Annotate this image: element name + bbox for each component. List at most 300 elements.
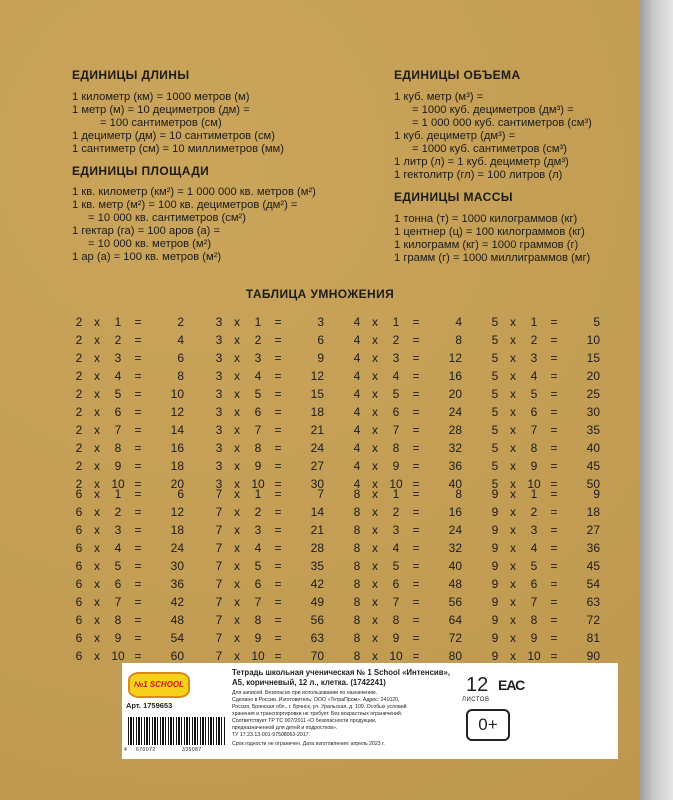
times-sign: x [234, 631, 240, 645]
product: 24 [170, 541, 184, 555]
product: 30 [170, 559, 184, 573]
multiplier: 1 [254, 315, 262, 329]
multiplicand: 5 [491, 351, 499, 365]
times-sign: x [234, 487, 240, 501]
times-table-row [350, 521, 468, 539]
times-table-row [488, 539, 606, 557]
multiplier: 4 [114, 369, 122, 383]
equals-sign: = [134, 351, 142, 365]
times-sign: x [372, 351, 378, 365]
multiplicand: 8 [353, 487, 361, 501]
equals-sign: = [412, 595, 420, 609]
multiplier: 10 [251, 477, 265, 491]
times-table-row [72, 403, 190, 421]
times-table-7 [212, 485, 330, 665]
equals-sign: = [274, 631, 282, 645]
times-sign: x [372, 559, 378, 573]
multiplier: 6 [254, 577, 262, 591]
product: 20 [170, 477, 184, 491]
product: 15 [586, 351, 600, 365]
times-sign: x [510, 405, 516, 419]
multiplier: 6 [114, 405, 122, 419]
length-line: 1 сантиметр (см) = 10 миллиметров (мм) [72, 143, 284, 155]
multiplicand: 3 [215, 315, 223, 329]
multiplicand: 4 [353, 351, 361, 365]
product: 50 [586, 477, 600, 491]
product: 15 [310, 387, 324, 401]
equals-sign: = [274, 423, 282, 437]
multiplicand: 4 [353, 333, 361, 347]
equals-sign: = [134, 405, 142, 419]
times-sign: x [234, 333, 240, 347]
times-sign: x [234, 387, 240, 401]
multiplier: 10 [527, 649, 541, 663]
times-table-row [212, 439, 330, 457]
times-sign: x [372, 315, 378, 329]
product: 16 [448, 369, 462, 383]
times-table-row [350, 385, 468, 403]
multiplier: 8 [254, 441, 262, 455]
times-sign: x [234, 459, 240, 473]
times-table-row [350, 439, 468, 457]
multiplicand: 8 [353, 505, 361, 519]
times-table-row [212, 313, 330, 331]
product: 30 [586, 405, 600, 419]
times-sign: x [234, 541, 240, 555]
times-table-9 [488, 485, 606, 665]
product: 8 [455, 333, 462, 347]
multiplicand: 2 [75, 351, 83, 365]
multiplier: 6 [392, 405, 400, 419]
multiplier: 8 [114, 613, 122, 627]
mass-line: 1 центнер (ц) = 100 килограммов (кг) [394, 226, 585, 238]
multiplicand: 3 [215, 387, 223, 401]
times-table-row [72, 593, 190, 611]
multiplier: 3 [114, 523, 122, 537]
product: 21 [310, 523, 324, 537]
multiplier: 9 [392, 459, 400, 473]
product: 45 [586, 459, 600, 473]
multiplier: 7 [392, 423, 400, 437]
times-table-row [72, 421, 190, 439]
multiplicand: 9 [491, 631, 499, 645]
times-table-row [350, 503, 468, 521]
equals-sign: = [274, 613, 282, 627]
equals-sign: = [274, 523, 282, 537]
equals-sign: = [134, 459, 142, 473]
equals-sign: = [274, 559, 282, 573]
multiplicand: 3 [215, 459, 223, 473]
equals-sign: = [412, 315, 420, 329]
times-table-row [488, 485, 606, 503]
equals-sign: = [412, 577, 420, 591]
times-table-row [350, 575, 468, 593]
times-sign: x [234, 315, 240, 329]
barcode [128, 717, 226, 745]
multiplicand: 8 [353, 559, 361, 573]
times-sign: x [94, 441, 100, 455]
multiplicand: 9 [491, 523, 499, 537]
multiplicand: 9 [491, 613, 499, 627]
equals-sign: = [274, 477, 282, 491]
multiplier: 5 [254, 559, 262, 573]
times-sign: x [510, 315, 516, 329]
multiplicand: 4 [353, 369, 361, 383]
times-sign: x [234, 595, 240, 609]
times-sign: x [94, 369, 100, 383]
equals-sign: = [134, 505, 142, 519]
times-sign: x [94, 477, 100, 491]
multiplicand: 2 [75, 333, 83, 347]
equals-sign: = [412, 541, 420, 555]
equals-sign: = [274, 351, 282, 365]
times-sign: x [234, 405, 240, 419]
times-sign: x [372, 631, 378, 645]
mass-line: 1 тонна (т) = 1000 килограммов (кг) [394, 213, 578, 225]
mass-units-title: ЕДИНИЦЫ МАССЫ [394, 190, 513, 204]
times-table-row [212, 593, 330, 611]
equals-sign: = [274, 487, 282, 501]
equals-sign: = [412, 333, 420, 347]
product: 32 [448, 541, 462, 555]
times-table-row [212, 349, 330, 367]
multiplicand: 5 [491, 423, 499, 437]
product: 10 [170, 387, 184, 401]
barcode-digits: 4 [124, 747, 128, 753]
equals-sign: = [134, 541, 142, 555]
sheet-count-label: ЛИСТОВ [462, 697, 490, 703]
times-table-row [350, 611, 468, 629]
equals-sign: = [134, 577, 142, 591]
product: 12 [170, 405, 184, 419]
multiplicand: 3 [215, 333, 223, 347]
notebook-edge [640, 0, 673, 800]
equals-sign: = [134, 441, 142, 455]
times-table-row [488, 575, 606, 593]
multiplicand: 9 [491, 541, 499, 555]
times-sign: x [94, 423, 100, 437]
product-detail: ТУ 17.23.13-001-97508063-2017. [232, 732, 310, 738]
times-sign: x [510, 631, 516, 645]
times-table-row [488, 611, 606, 629]
multiplier: 4 [530, 369, 538, 383]
multiplier: 5 [254, 387, 262, 401]
product: 54 [586, 577, 600, 591]
product: 40 [448, 477, 462, 491]
times-sign: x [234, 577, 240, 591]
product: 18 [310, 405, 324, 419]
multiplicand: 8 [353, 649, 361, 663]
product: 16 [170, 441, 184, 455]
times-sign: x [372, 595, 378, 609]
times-sign: x [372, 369, 378, 383]
times-sign: x [94, 405, 100, 419]
multiplier: 7 [254, 595, 262, 609]
times-sign: x [234, 613, 240, 627]
multiplicand: 7 [215, 577, 223, 591]
times-sign: x [510, 369, 516, 383]
multiplier: 5 [392, 387, 400, 401]
times-table-row [72, 439, 190, 457]
multiplicand: 3 [215, 405, 223, 419]
equals-sign: = [412, 487, 420, 501]
barcode-digits: 670072 [136, 747, 156, 753]
times-sign: x [234, 649, 240, 663]
product: 56 [448, 595, 462, 609]
times-sign: x [372, 577, 378, 591]
multiplicand: 7 [215, 613, 223, 627]
equals-sign: = [550, 405, 558, 419]
times-sign: x [94, 649, 100, 663]
times-table-row [72, 611, 190, 629]
multiplicand: 5 [491, 369, 499, 383]
product: 42 [170, 595, 184, 609]
product: 30 [310, 477, 324, 491]
product-detail: хранения и транспортировки не требует. Без возрастных ограничений. [232, 711, 403, 717]
times-table-row [350, 485, 468, 503]
product: 12 [170, 505, 184, 519]
equals-sign: = [550, 577, 558, 591]
times-table-row [350, 403, 468, 421]
times-sign: x [234, 369, 240, 383]
times-table-row [212, 503, 330, 521]
times-table-6 [72, 485, 190, 665]
times-sign: x [372, 459, 378, 473]
multiplier: 6 [254, 405, 262, 419]
multiplier: 8 [254, 613, 262, 627]
times-table-row [212, 457, 330, 475]
multiplicand: 4 [353, 315, 361, 329]
multiplicand: 4 [353, 459, 361, 473]
product: 6 [177, 351, 184, 365]
product: 25 [586, 387, 600, 401]
times-table-row [350, 539, 468, 557]
area-line: 1 кв. километр (км²) = 1 000 000 кв. метров (м²) [72, 186, 316, 198]
product: 42 [310, 577, 324, 591]
length-line: 1 метр (м) = 10 дециметров (дм) = [72, 104, 250, 116]
multiplier: 5 [392, 559, 400, 573]
times-table-row [72, 557, 190, 575]
area-line: = 10 000 кв. метров (м²) [88, 238, 212, 250]
multiplicand: 6 [75, 487, 83, 501]
multiplicand: 9 [491, 595, 499, 609]
multiplicand: 7 [215, 595, 223, 609]
multiplicand: 7 [215, 505, 223, 519]
equals-sign: = [412, 613, 420, 627]
multiplier: 3 [530, 523, 538, 537]
times-table-row [488, 503, 606, 521]
multiplicand: 4 [353, 423, 361, 437]
times-table-row [350, 331, 468, 349]
product: 48 [448, 577, 462, 591]
volume-line: = 1000 куб. сантиметров (см³) [412, 143, 567, 155]
multiplicand: 5 [491, 315, 499, 329]
times-table-row [212, 557, 330, 575]
times-sign: x [372, 441, 378, 455]
times-sign: x [372, 477, 378, 491]
volume-units-title: ЕДИНИЦЫ ОБЪЕМА [394, 68, 521, 82]
product-detail: предназначенной для детей и подростков». [232, 725, 338, 731]
times-sign: x [94, 387, 100, 401]
length-units-title: ЕДИНИЦЫ ДЛИНЫ [72, 68, 190, 82]
multiplicand: 8 [353, 631, 361, 645]
multiplicand: 7 [215, 523, 223, 537]
times-table-row [488, 367, 606, 385]
product: 24 [448, 405, 462, 419]
equals-sign: = [412, 405, 420, 419]
equals-sign: = [134, 559, 142, 573]
area-line: 1 гектар (га) = 100 аров (а) = [72, 225, 221, 237]
product: 63 [310, 631, 324, 645]
equals-sign: = [274, 387, 282, 401]
times-sign: x [234, 351, 240, 365]
mass-line: 1 грамм (г) = 1000 миллиграммов (мг) [394, 252, 591, 264]
equals-sign: = [550, 333, 558, 347]
product: 7 [317, 487, 324, 501]
product: 5 [593, 315, 600, 329]
equals-sign: = [550, 351, 558, 365]
times-table-row [350, 421, 468, 439]
times-sign: x [510, 613, 516, 627]
product: 24 [448, 523, 462, 537]
multiplicand: 9 [491, 577, 499, 591]
times-sign: x [372, 523, 378, 537]
multiplicand: 7 [215, 487, 223, 501]
times-table-row [72, 485, 190, 503]
mass-line: 1 килограмм (кг) = 1000 граммов (г) [394, 239, 579, 251]
times-table-row [488, 349, 606, 367]
multiplier: 5 [530, 559, 538, 573]
multiplicand: 5 [491, 333, 499, 347]
times-table-row [488, 439, 606, 457]
multiplicand: 2 [75, 477, 83, 491]
times-table-5 [488, 313, 606, 493]
multiplier: 2 [114, 505, 122, 519]
multiplicand: 6 [75, 559, 83, 573]
equals-sign: = [134, 595, 142, 609]
multiplier: 1 [114, 315, 122, 329]
area-units-title: ЕДИНИЦЫ ПЛОЩАДИ [72, 164, 210, 178]
equals-sign: = [134, 477, 142, 491]
multiplicand: 9 [491, 505, 499, 519]
multiplicand: 5 [491, 387, 499, 401]
multiplier: 1 [392, 315, 400, 329]
equals-sign: = [274, 595, 282, 609]
multiplicand: 7 [215, 631, 223, 645]
product: 90 [586, 649, 600, 663]
equals-sign: = [412, 459, 420, 473]
multiplicand: 3 [215, 423, 223, 437]
product: 80 [448, 649, 462, 663]
times-table-row [212, 575, 330, 593]
equals-sign: = [412, 631, 420, 645]
product: 24 [310, 441, 324, 455]
multiplicand: 2 [75, 459, 83, 473]
length-line: 1 дециметр (дм) = 10 сантиметров (см) [72, 130, 275, 142]
multiplier: 1 [254, 487, 262, 501]
multiplicand: 6 [75, 577, 83, 591]
brand-logo: №1 SCHOOL [128, 672, 190, 698]
volume-line: = 1000 куб. дециметров (дм³) = [412, 104, 574, 116]
times-sign: x [510, 649, 516, 663]
times-sign: x [510, 595, 516, 609]
equals-sign: = [274, 505, 282, 519]
equals-sign: = [550, 559, 558, 573]
product: 21 [310, 423, 324, 437]
multiplicand: 3 [215, 351, 223, 365]
equals-sign: = [134, 387, 142, 401]
times-sign: x [94, 541, 100, 555]
multiplier: 9 [254, 459, 262, 473]
times-sign: x [510, 523, 516, 537]
product: 10 [586, 333, 600, 347]
multiplier: 8 [392, 441, 400, 455]
multiplicand: 8 [353, 541, 361, 555]
times-table-row [72, 367, 190, 385]
times-table-row [212, 421, 330, 439]
product: 12 [448, 351, 462, 365]
product-detail: Для записей. Безопасно при использовании по назначению. [232, 690, 378, 696]
times-sign: x [510, 559, 516, 573]
equals-sign: = [550, 423, 558, 437]
times-sign: x [372, 505, 378, 519]
times-table-row [350, 593, 468, 611]
product: 63 [586, 595, 600, 609]
product: 60 [170, 649, 184, 663]
equals-sign: = [274, 369, 282, 383]
product: 32 [448, 441, 462, 455]
equals-sign: = [412, 559, 420, 573]
equals-sign: = [412, 387, 420, 401]
equals-sign: = [550, 541, 558, 555]
equals-sign: = [550, 315, 558, 329]
multiplier: 8 [530, 441, 538, 455]
product: 8 [455, 487, 462, 501]
product: 14 [310, 505, 324, 519]
equals-sign: = [134, 649, 142, 663]
equals-sign: = [274, 405, 282, 419]
times-sign: x [510, 477, 516, 491]
equals-sign: = [412, 423, 420, 437]
multiplicand: 6 [75, 649, 83, 663]
multiplier: 10 [251, 649, 265, 663]
times-sign: x [234, 441, 240, 455]
times-table-row [350, 313, 468, 331]
product: 20 [448, 387, 462, 401]
multiplicand: 7 [215, 541, 223, 555]
times-table-row [72, 349, 190, 367]
multiplier: 1 [114, 487, 122, 501]
area-line: 1 ар (а) = 100 кв. метров (м²) [72, 251, 222, 263]
multiplier: 1 [530, 315, 538, 329]
multiplier: 2 [392, 505, 400, 519]
equals-sign: = [274, 459, 282, 473]
equals-sign: = [412, 505, 420, 519]
multiplier: 7 [392, 595, 400, 609]
length-line: = 100 сантиметров (см) [100, 117, 222, 129]
times-table-row [212, 539, 330, 557]
times-table-2 [72, 313, 190, 493]
product: 28 [310, 541, 324, 555]
product: 40 [448, 559, 462, 573]
equals-sign: = [412, 523, 420, 537]
times-table-row [212, 521, 330, 539]
equals-sign: = [412, 477, 420, 491]
product: 4 [177, 333, 184, 347]
equals-sign: = [550, 477, 558, 491]
multiplicand: 2 [75, 405, 83, 419]
eac-mark-icon: ЕАС [498, 677, 525, 693]
